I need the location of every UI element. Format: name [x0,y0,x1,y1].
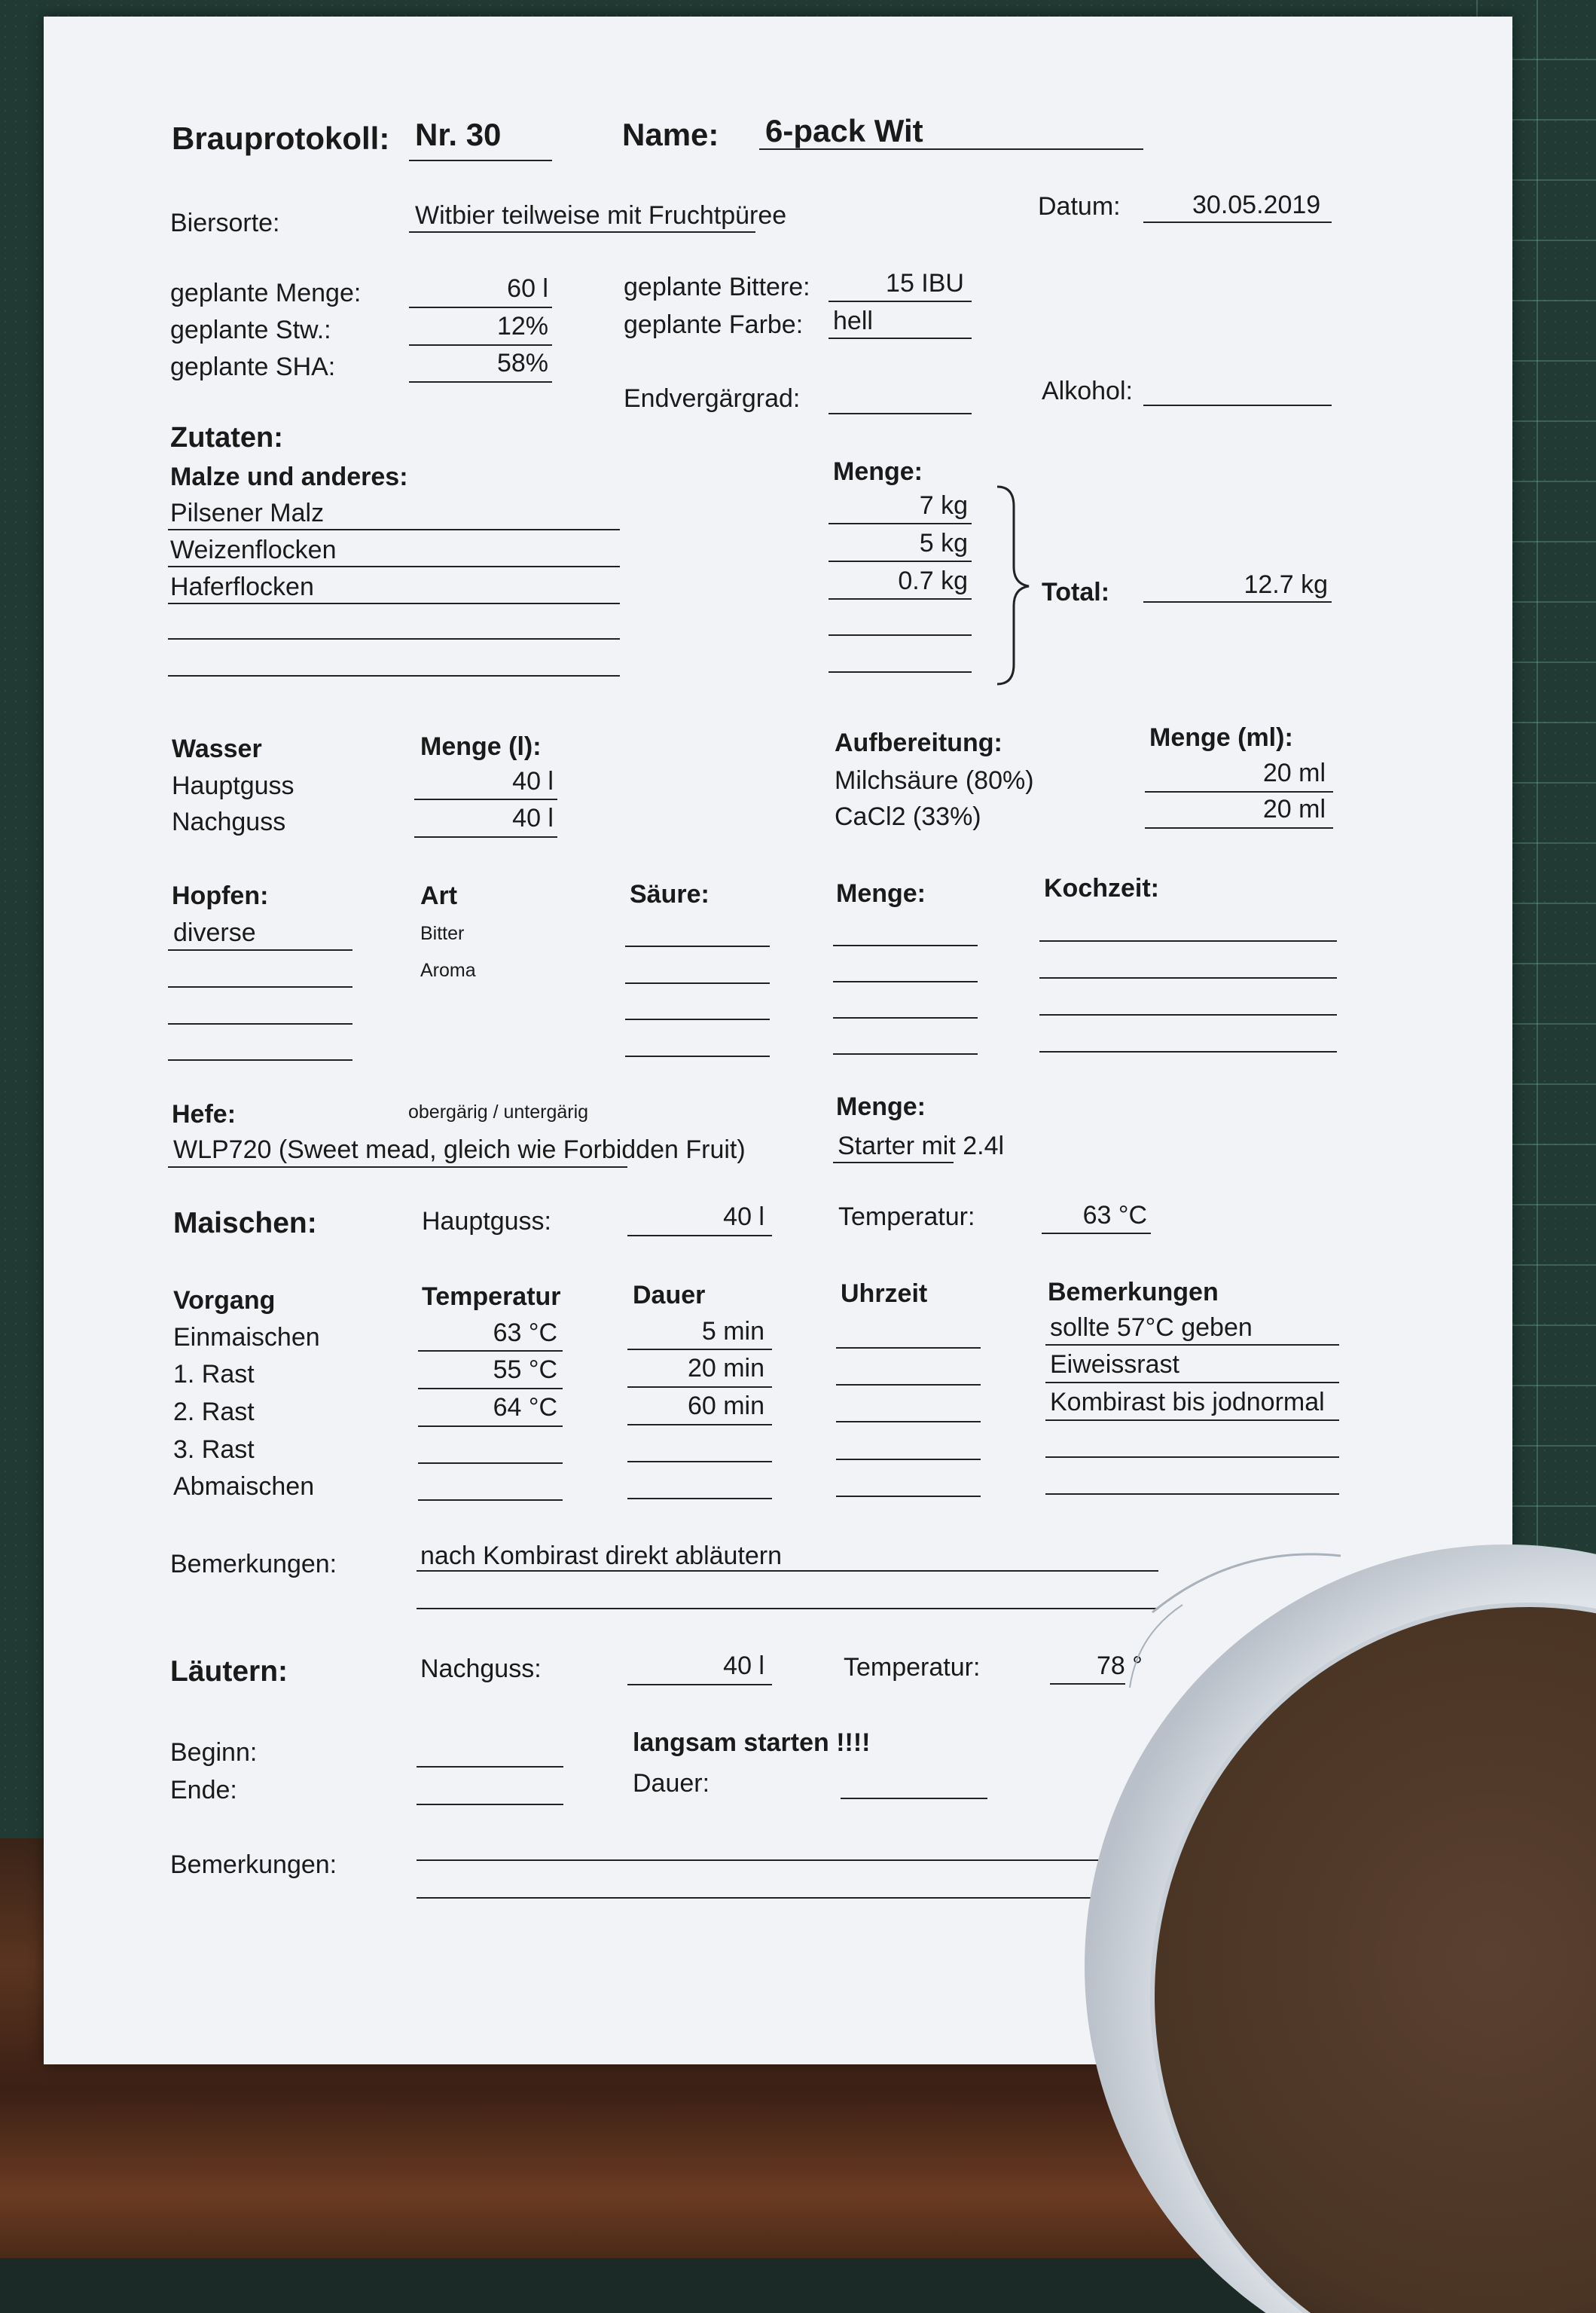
hopfen-heading: Hopfen: [172,882,269,910]
beginn-label: Beginn: [170,1738,258,1767]
menge-value: 60 l [507,274,548,303]
hopfen-name: diverse [173,918,256,947]
row1-bemerkung: sollte 57°C geben [1050,1313,1253,1342]
datum-value: 30.05.2019 [1192,191,1321,219]
malze-heading: Malze und anderes: [170,463,408,491]
hefe-menge-value: Starter mit 2.4l [838,1132,1005,1160]
total-value: 12.7 kg [1244,570,1328,599]
title-label: Brauprotokoll: [172,121,390,156]
kochzeit-heading: Kochzeit: [1044,874,1159,903]
milchsaeure-label: Milchsäure (80%) [835,766,1034,795]
hefe-heading: Hefe: [172,1100,237,1129]
milchsaeure-value: 20 ml [1262,759,1326,787]
biersorte-value: Witbier teilweise mit Fruchtpüree [415,201,787,230]
row3-dauer: 60 min [687,1392,764,1420]
row2-dauer: 20 min [687,1354,764,1383]
menge-label: geplante Menge: [170,279,362,307]
col-dauer: Dauer [633,1281,706,1309]
laeutern-temperatur-label: Temperatur: [844,1653,981,1682]
endvergaergrad-label: Endvergärgrad: [624,384,801,413]
row1-vorgang: Einmaischen [173,1323,320,1352]
art-heading: Art [420,882,458,910]
ende-label: Ende: [170,1776,237,1804]
hefe-name: WLP720 (Sweet mead, gleich wie Forbidden Fruit) [173,1135,746,1164]
maischen-bemerkungen-value: nach Kombirast direkt abläutern [420,1541,783,1570]
hauptguss-label: Hauptguss [172,772,294,800]
aufbereitung-heading: Aufbereitung: [835,729,1002,757]
bittere-label: geplante Bittere: [624,273,810,301]
wasser-heading: Wasser [172,735,262,763]
hopfen-menge-heading: Menge: [836,879,926,908]
laeutern-nachguss-value: 40 l [723,1651,764,1680]
malt-2-menge: 5 kg [919,529,968,558]
cacl2-label: CaCl2 (33%) [835,802,981,831]
zutaten-menge-heading: Menge: [833,457,923,486]
laeutern-temperatur-value: 78 ° [1097,1651,1143,1680]
col-uhrzeit: Uhrzeit [841,1279,928,1308]
maischen-temperatur-label: Temperatur: [838,1202,975,1231]
nachguss-value: 40 l [512,804,554,833]
row4-vorgang: 3. Rast [173,1435,255,1464]
malt-3-menge: 0.7 kg [898,567,968,595]
malt-1-menge: 7 kg [919,491,968,520]
row2-bemerkung: Eiweissrast [1050,1350,1179,1379]
zutaten-heading: Zutaten: [170,422,283,454]
farbe-label: geplante Farbe: [624,310,804,339]
maischen-temperatur-value: 63 °C [1082,1201,1147,1230]
art-aroma: Aroma [420,960,476,981]
protocol-number: Nr. 30 [415,117,502,152]
row5-vorgang: Abmaischen [173,1472,315,1501]
row3-bemerkung: Kombirast bis jodnormal [1050,1388,1325,1416]
saeure-heading: Säure: [630,880,710,909]
wasser-menge-heading: Menge (l): [420,732,542,761]
hefe-menge-heading: Menge: [836,1092,926,1121]
row2-temperatur: 55 °C [493,1355,557,1384]
dauer-label: Dauer: [633,1769,710,1798]
stw-value: 12% [496,312,548,341]
malt-3-name: Haferflocken [170,573,314,601]
row3-vorgang: 2. Rast [173,1398,255,1426]
col-vorgang: Vorgang [173,1286,276,1315]
stw-label: geplante Stw.: [170,316,331,344]
beer-name: 6-pack Wit [765,113,923,148]
coffee-mug [1085,1514,1596,2313]
cacl2-value: 20 ml [1262,795,1326,823]
hefe-type: obergärig / untergärig [408,1102,589,1123]
maischen-hauptguss-label: Hauptguss: [422,1207,551,1236]
art-bitter: Bitter [420,923,465,944]
malt-1-name: Pilsener Malz [170,499,325,527]
row3-temperatur: 64 °C [493,1393,557,1422]
row1-temperatur: 63 °C [493,1318,557,1347]
maischen-heading: Maischen: [173,1207,317,1239]
bittere-value: 15 IBU [886,269,964,298]
maischen-bemerkungen-label: Bemerkungen: [170,1550,337,1578]
total-label: Total: [1042,578,1110,607]
brace-icon [994,484,1039,687]
laeutern-nachguss-label: Nachguss: [420,1655,542,1683]
laeutern-bemerkungen-label: Bemerkungen: [170,1850,337,1879]
laeutern-heading: Läutern: [170,1655,288,1688]
datum-label: Datum: [1038,192,1121,221]
hauptguss-value: 40 l [512,767,554,796]
col-bemerkungen: Bemerkungen [1048,1278,1219,1306]
biersorte-label: Biersorte: [170,209,280,237]
row1-dauer: 5 min [701,1317,764,1346]
farbe-value: hell [833,307,873,335]
malt-2-name: Weizenflocken [170,536,337,564]
laeutern-note: langsam starten !!!! [633,1728,871,1757]
sha-label: geplante SHA: [170,353,336,381]
maischen-hauptguss-value: 40 l [723,1202,764,1231]
nachguss-label: Nachguss [172,808,286,836]
name-label: Name: [622,117,719,152]
sha-value: 58% [496,349,548,377]
col-temperatur: Temperatur [422,1282,561,1311]
aufbereitung-menge-heading: Menge (ml): [1149,723,1293,752]
alkohol-label: Alkohol: [1042,377,1133,405]
row2-vorgang: 1. Rast [173,1360,255,1389]
